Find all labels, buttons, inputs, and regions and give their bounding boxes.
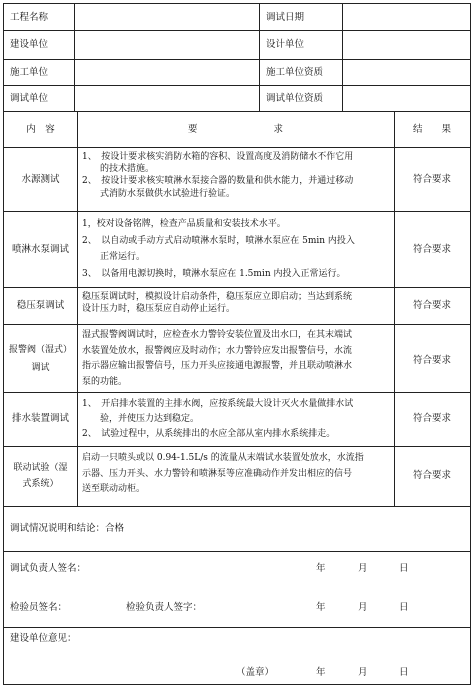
divider <box>4 551 470 552</box>
row-name: 喷淋水泵调试 <box>11 244 69 255</box>
debug-qualification-label: 调试单位资质 <box>266 93 324 104</box>
requirement-line: 泵的功能。 <box>82 376 128 387</box>
debug-principal-signature-label: 调试负责人签名： <box>10 563 87 574</box>
divider <box>4 147 470 148</box>
requirement-line: 式消防水泵做供水试验进行验证。 <box>82 188 236 199</box>
divider <box>77 111 78 506</box>
seal-label: （盖章） <box>236 667 275 678</box>
row-name <box>4 462 77 490</box>
row-requirements <box>82 397 392 442</box>
column-header-content: 内 容 <box>26 124 55 135</box>
debug-date-label: 调试日期 <box>266 12 305 23</box>
requirement-line: 1，校对设备铭牌，检查产品质量和安装技术水平。 <box>82 219 286 229</box>
row-requirements <box>82 151 392 200</box>
row-name <box>4 344 77 374</box>
requirement-line: 正常运行。 <box>82 252 146 262</box>
construction-qualification-label: 施工单位资质 <box>266 67 324 78</box>
requirement-line: 1、 按设计要求核实消防水箱的容积、设置高度及消防储水不作它用 <box>82 152 354 162</box>
construction-unit-label: 施工单位 <box>10 67 49 78</box>
row-requirements <box>82 328 392 390</box>
requirement-line: 的技术措施。 <box>82 164 155 175</box>
requirement-line: 1、 开启排水装置的主排水阀，应按系统最大设计灭火水量做排水试 <box>82 399 354 409</box>
divider <box>4 627 470 628</box>
month-label: 月 <box>358 667 368 678</box>
divider <box>4 392 470 393</box>
requirement-line: 湿式报警阀调试时，应检查水力警铃安装位置及出水口，在其末端试 <box>82 330 353 340</box>
row-requirements <box>82 451 392 498</box>
requirement-line: 验，并使压力达到稳定。 <box>82 414 200 424</box>
requirement-line: 2、 试验过程中，从系统排出的水应全部从室内排水系统排走。 <box>82 429 336 439</box>
day-label: 日 <box>399 602 409 613</box>
year-label: 年 <box>316 563 326 574</box>
inspector-signature-label: 检验员签名： <box>10 602 68 613</box>
month-label: 月 <box>358 602 368 613</box>
row-requirements <box>82 291 392 315</box>
row-result: 符合要求 <box>412 413 451 424</box>
row-name-line: 调试 <box>31 362 50 373</box>
requirement-line: 2、 按设计要求核实喷淋水泵接合器的数量和供水能力，并通过移动 <box>82 176 354 187</box>
row-name: 稳压泵调试 <box>16 300 65 311</box>
inspect-principal-signature-label: 检验负责人签字： <box>126 602 203 613</box>
row-requirements <box>82 216 392 282</box>
divider <box>74 4 75 111</box>
row-result: 符合要求 <box>412 470 451 481</box>
design-unit-label: 设计单位 <box>266 39 305 50</box>
divider <box>4 211 470 212</box>
requirement-line: 稳压泵调试时，模拟设计启动条件，稳压泵应立即启动；当达到系统 <box>82 292 353 302</box>
requirement-line: 指示器应输出报警信号，压力开头应接通电源报警，并且联动喷淋水 <box>82 361 353 371</box>
requirement-line: 2、 以自动或手动方式启动喷淋水泵时，喷淋水泵应在 5min 内投入 <box>82 235 355 246</box>
row-result: 符合要求 <box>412 174 451 185</box>
month-label: 月 <box>358 563 368 574</box>
project-name-label: 工程名称 <box>10 12 49 23</box>
divider <box>4 324 470 325</box>
day-label: 日 <box>399 667 409 678</box>
debug-unit-label: 调试单位 <box>10 93 49 104</box>
row-name-line: 联动试验（湿 <box>13 463 68 473</box>
divider <box>342 4 343 111</box>
builder-opinion-label: 建设单位意见： <box>10 633 77 644</box>
conclusion-text: 调试情况说明和结论：合格 <box>10 523 125 534</box>
year-label: 年 <box>316 667 326 678</box>
requirement-line: 水装置处放水，报警阀应及时动作；水力警铃应发出报警信号，水流 <box>82 345 353 356</box>
divider <box>4 506 470 507</box>
row-result: 符合要求 <box>412 244 451 255</box>
requirement-line: 设计压力时，稳压泵应自动停止运行。 <box>82 304 236 315</box>
requirement-line: 启动一只喷头或以 0.94-1.5L/s 的流量从末端试水装置处放水，水流指 <box>82 453 364 463</box>
year-label: 年 <box>316 602 326 613</box>
requirement-line: 示器、压力开头、水力警铃和喷淋泵等应准确动作并发出相应的信号 <box>82 468 353 479</box>
inspection-form <box>3 3 471 685</box>
divider <box>4 287 470 288</box>
row-name-line: 式系统） <box>22 478 59 489</box>
row-result: 符合要求 <box>412 300 451 311</box>
day-label: 日 <box>399 563 409 574</box>
row-name: 排水装置调试 <box>11 413 69 424</box>
row-name: 水源测试 <box>21 174 60 185</box>
requirement-line: 送至联动动柜。 <box>82 484 146 494</box>
column-header-requirements: 要 求 <box>187 124 283 135</box>
column-header-result: 结 果 <box>412 124 451 135</box>
row-name-line: 报警阀（湿式） <box>8 345 72 355</box>
requirement-line: 3、 以备用电源切换时，喷淋水泵应在 1.5min 内投入正常运行。 <box>82 268 346 279</box>
divider <box>4 446 470 447</box>
divider <box>259 4 260 111</box>
row-result: 符合要求 <box>412 355 451 366</box>
builder-label: 建设单位 <box>10 39 49 50</box>
divider <box>4 111 470 112</box>
